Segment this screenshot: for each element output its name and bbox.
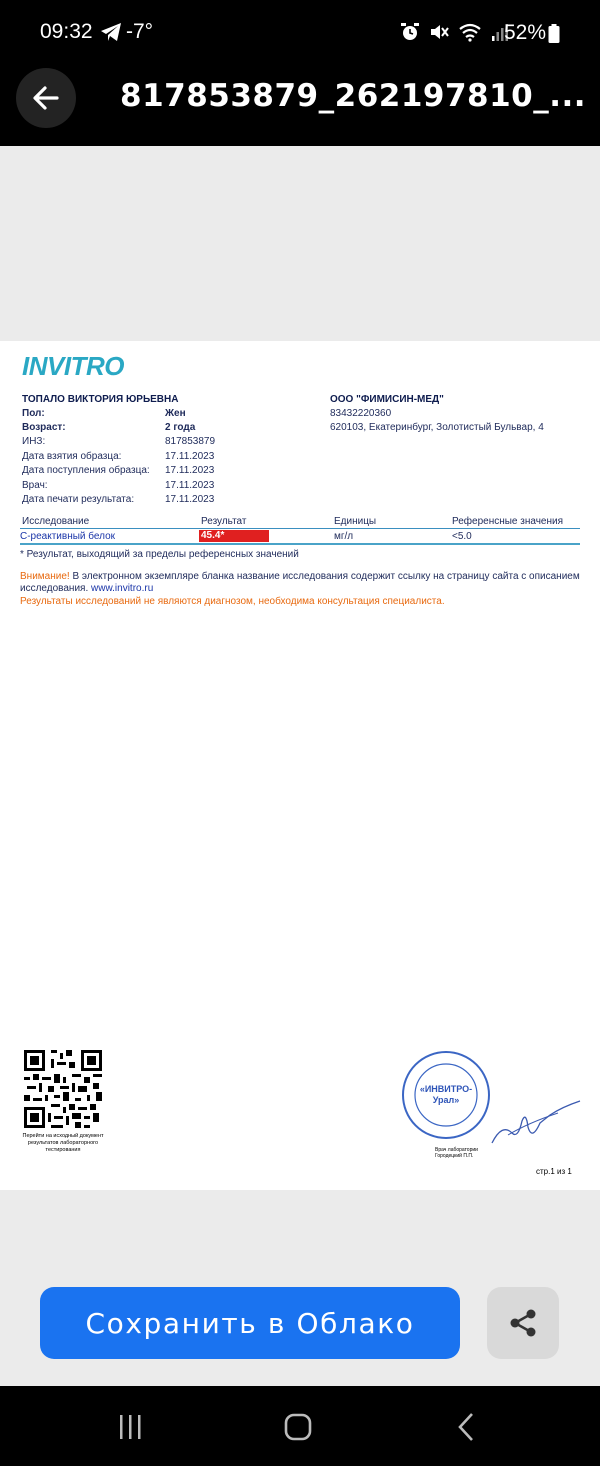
warning-text: [20, 571, 585, 595]
battery-icon: [548, 24, 560, 49]
table-header-divider: [20, 528, 580, 529]
navigation-bar: [0, 1386, 600, 1466]
column-header-reference: Референсные значения: [452, 516, 564, 527]
app-bar: [0, 50, 600, 146]
home-icon: [283, 1412, 313, 1442]
table-row-divider: [20, 543, 580, 545]
footnote: * Результат, выходящий за пределы референсных значений: [20, 549, 299, 560]
system-back-button[interactable]: [446, 1410, 486, 1444]
lab-address: 620103, Екатеринбург, Золотистый Бульвар, 4: [330, 422, 544, 433]
doctor-signature: [488, 1093, 584, 1153]
disclaimer: Результаты исследований не являются диагнозом, необходима консультация специалиста.: [20, 596, 445, 607]
lab-name: ООО "ФИМИСИН-МЕД": [330, 394, 444, 405]
status-icons: [400, 22, 509, 47]
info-value: 17.11.2023: [165, 451, 215, 462]
info-value: 17.11.2023: [165, 465, 215, 476]
column-header-result: Результат: [201, 516, 247, 527]
svg-text:Урал»: Урал»: [432, 1095, 460, 1105]
wifi-icon: [458, 22, 482, 47]
info-row-doctor: [22, 480, 215, 491]
info-row-sample-date: [22, 451, 215, 462]
svg-text:«ИНВИТРО-: «ИНВИТРО-: [419, 1084, 473, 1094]
qr-code[interactable]: [24, 1050, 102, 1128]
status-temperature: -7°: [126, 20, 154, 43]
info-label: Пол:: [22, 408, 45, 419]
doctor-caption-line1: Врач лаборатории: [435, 1147, 478, 1153]
info-label: Дата поступления образца:: [22, 465, 150, 476]
column-header-units: Единицы: [334, 516, 377, 527]
lab-phone: 83432220360: [330, 408, 392, 419]
info-row-sex: [22, 408, 186, 419]
document-page: [0, 341, 600, 1190]
telegram-icon: [100, 22, 122, 47]
info-label: Дата взятия образца:: [22, 451, 122, 462]
arrow-left-icon: [31, 83, 61, 113]
column-header-test: Исследование: [22, 516, 90, 527]
battery-percent: 52%: [504, 21, 547, 44]
status-time: 09:32: [40, 20, 93, 43]
page-number: стр.1 из 1: [536, 1167, 572, 1176]
home-button[interactable]: [278, 1410, 318, 1444]
patient-name: ТОПАЛО ВИКТОРИЯ ЮРЬЕВНА: [22, 394, 179, 405]
info-value: 17.11.2023: [165, 494, 215, 505]
share-icon: [506, 1306, 540, 1340]
result-units: мг/л: [334, 531, 354, 542]
result-value: 45.4*: [199, 530, 269, 542]
info-row-age: [22, 422, 196, 433]
test-name-link[interactable]: С-реактивный белок: [20, 531, 116, 542]
info-label: ИНЗ:: [22, 436, 46, 447]
doctor-caption-line2: Городецкий П.П.: [435, 1153, 474, 1159]
info-value: Жен: [165, 408, 186, 419]
info-row-arrival-date: [22, 465, 215, 476]
doctor-caption: [435, 1147, 478, 1159]
save-to-cloud-button[interactable]: Сохранить в Облако: [40, 1287, 460, 1359]
share-button[interactable]: [487, 1287, 559, 1359]
info-value: 817853879: [165, 436, 216, 447]
info-row-inz: [22, 436, 216, 447]
info-label: Дата печати результата:: [22, 494, 135, 505]
info-label: Врач:: [22, 480, 48, 491]
recent-apps-icon: [116, 1414, 144, 1440]
info-row-print-date: [22, 494, 215, 505]
warning-prefix: Внимание!: [20, 571, 70, 582]
info-value: 17.11.2023: [165, 480, 215, 491]
chevron-left-icon: [456, 1412, 476, 1442]
recent-apps-button[interactable]: [110, 1410, 150, 1444]
lab-stamp: [400, 1049, 492, 1141]
mute-icon: [429, 22, 449, 47]
alarm-icon: [400, 22, 420, 47]
info-value: 2 года: [165, 422, 196, 433]
invitro-link[interactable]: www.invitro.ru: [91, 583, 154, 594]
back-button[interactable]: [16, 68, 76, 128]
reference-value: <5.0: [452, 531, 472, 542]
info-label: Возраст:: [22, 422, 66, 433]
invitro-logo: INVITRO: [22, 351, 124, 381]
warning-body: В электронном экземпляре бланка название исследования содержит ссылку на страницу сайта с описанием исследования.: [20, 571, 580, 594]
document-title: 817853879_262197810_...: [120, 78, 587, 114]
qr-caption: Перейти на исходный документ результатов лабораторного тестирования: [22, 1133, 104, 1153]
